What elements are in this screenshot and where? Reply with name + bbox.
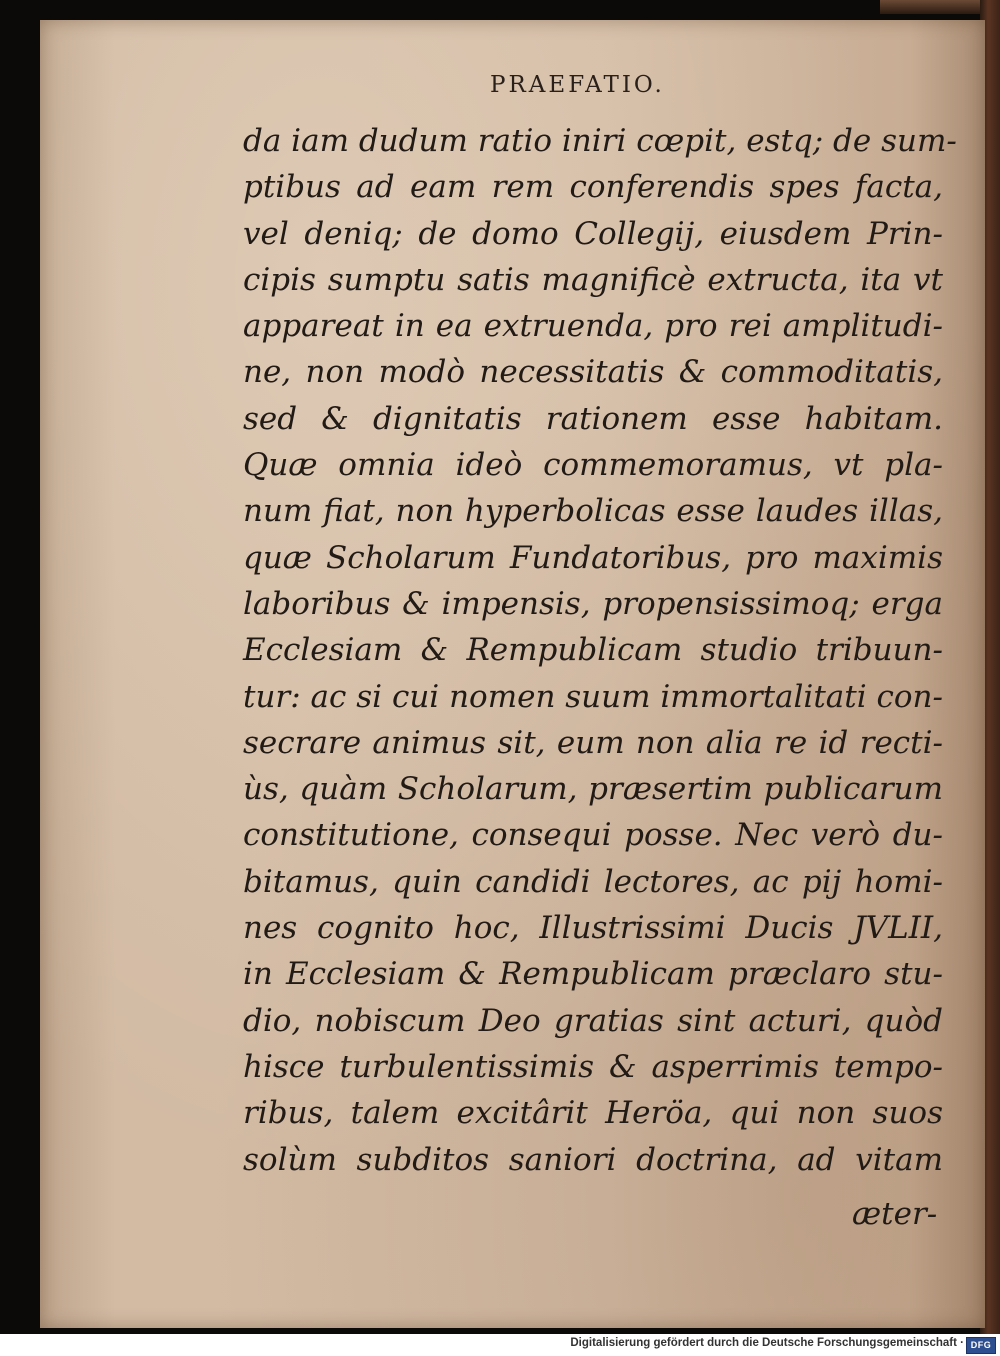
- text-line: sed & dignitatis rationem esse habitam.: [243, 400, 943, 437]
- text-line: Quæ omnia ideò commemoramus, vt pla-: [243, 447, 943, 484]
- body-text: [243, 118, 957, 1183]
- text-line: ùs, quàm Scholarum, præsertim publicarum: [243, 771, 943, 808]
- text-line: in Ecclesiam & Rempublicam præclaro stu-: [243, 956, 943, 993]
- text-line: hisce turbulentissimis & asperrimis tempo-: [243, 1048, 943, 1085]
- text-line: num fiat, non hyperbolicas esse laudes illas,: [243, 493, 943, 530]
- text-line: da iam dudum ratio iniri cœpit, estq; de sum-: [243, 123, 957, 159]
- dfg-logo-icon: DFG: [966, 1337, 996, 1354]
- text-line: appareat in ea extruenda, pro rei amplitudi-: [243, 308, 943, 345]
- text-line: constitutione, consequi posse. Nec verò du-: [243, 817, 943, 854]
- text-line: tur: ac si cui nomen suum immortalitati con-: [243, 678, 943, 715]
- text-line: cipis sumptu satis magnificè extructa, ita vt: [243, 261, 943, 298]
- text-line: nes cognito hoc, Illustrissimi Ducis JVLII,: [243, 910, 943, 947]
- text-line: vel deniq; de domo Collegij, eiusdem Prin-: [243, 215, 943, 252]
- text-line: dio, nobiscum Deo gratias sint acturi, quòd: [243, 1002, 943, 1039]
- text-line: ptibus ad eam rem conferendis spes facta,: [243, 169, 943, 206]
- footer-bar: [0, 1334, 1000, 1356]
- text-line: ribus, talem excitârit Heröa, qui non suos: [243, 1095, 943, 1132]
- funding-credit: Digitalisierung gefördert durch die Deutsche Forschungsgemeinschaft ·: [570, 1337, 964, 1349]
- text-line: Ecclesiam & Rempublicam studio tribuun-: [243, 632, 943, 669]
- text-line: laboribus & impensis, propensissimoq; erga: [243, 585, 943, 622]
- catchword: æter-: [852, 1196, 938, 1232]
- text-line: bitamus, quin candidi lectores, ac pij homi-: [243, 863, 943, 900]
- text-line: solùm subditos saniori doctrina, ad vitam: [243, 1141, 943, 1178]
- text-line: secrare animus sit, eum non alia re id recti-: [243, 724, 943, 761]
- text-line: quæ Scholarum Fundatoribus, pro maximis: [243, 539, 943, 576]
- text-line: ne, non modò necessitatis & commoditatis,: [243, 354, 943, 391]
- running-head: PRAEFATIO.: [490, 72, 665, 98]
